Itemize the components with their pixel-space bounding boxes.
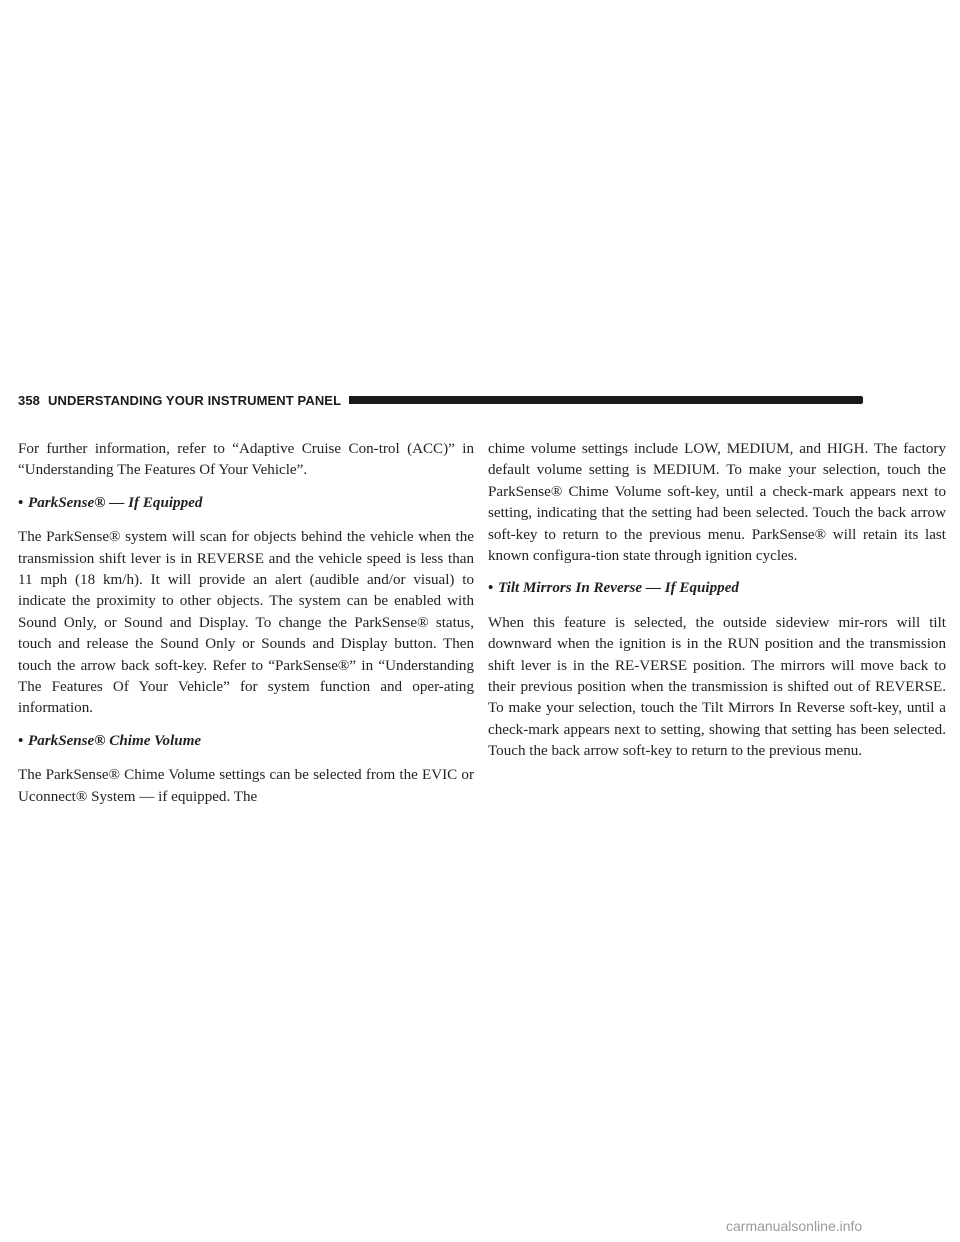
bullet-heading-tilt-mirrors: [488, 578, 946, 599]
left-column: [18, 439, 474, 819]
bullet-heading-parksense: [18, 493, 474, 514]
paragraph-chime-volume-continued: chime volume settings include LOW, MEDIUM, and HIGH. The factory default volume setting is MEDIUM. To make your selection, touch the ParkSense® Chime Volume soft-key, until a check-mark appears next to setting, indicating that the setting had been selected. Touch the back arrow soft-key to return to the previous menu. ParkSense® will retain its last known configura-tion state through ignition cycles.: [488, 441, 946, 565]
bullet-heading-text: ParkSense® — If Equipped: [28, 494, 203, 511]
paragraph-parksense: The ParkSense® system will scan for objects behind the vehicle when the transmission shift lever is in REVERSE and the vehicle speed is less than 11 mph (18 km/h). It will provide an alert (audible and/or visual) to indicate the proximity to other objects. The system can be enabled with Sound Only, or Sound and Display. To change the ParkSense® status, touch and release the Sound Only or Sounds and Display button. Then touch the arrow back soft-key. Refer to “ParkSense®” in “Understanding The Features Of Your Vehicle” for system function and oper-ating information.: [18, 529, 474, 717]
bullet-heading-text: ParkSense® Chime Volume: [28, 732, 202, 749]
bullet-icon: •: [18, 494, 24, 511]
right-column: [488, 439, 946, 774]
bullet-icon: •: [18, 732, 24, 749]
paragraph-acc-reference: For further information, refer to “Adaptive Cruise Con-trol (ACC)” in “Understanding The Features Of Your Vehicle”.: [18, 441, 474, 479]
paragraph-chime-volume: The ParkSense® Chime Volume settings can be selected from the EVIC or Uconnect® System — if equipped. The: [18, 767, 474, 805]
page-number: 358: [18, 392, 40, 408]
paragraph-tilt-mirrors: When this feature is selected, the outside sideview mir-rors will tilt downward when the ignition is in the RUN position and the transmission shift lever is in the RE-VERSE position. The mirrors will move back to their previous position when the transmission is shifted out of REVERSE. To make your selection, touch the Tilt Mirrors In Reverse soft-key, until a check-mark appears next to setting, showing that setting has been selected. Touch the back arrow soft-key to return to the previous menu.: [488, 614, 946, 760]
bullet-heading-text: Tilt Mirrors In Reverse — If Equipped: [498, 580, 739, 597]
page-header: [18, 392, 863, 408]
bullet-heading-chime-volume: [18, 731, 474, 752]
section-title: UNDERSTANDING YOUR INSTRUMENT PANEL: [48, 392, 342, 408]
bullet-icon: •: [488, 580, 494, 597]
header-rule: [349, 396, 863, 404]
watermark-site: carmanualsonline.info: [726, 1218, 863, 1234]
